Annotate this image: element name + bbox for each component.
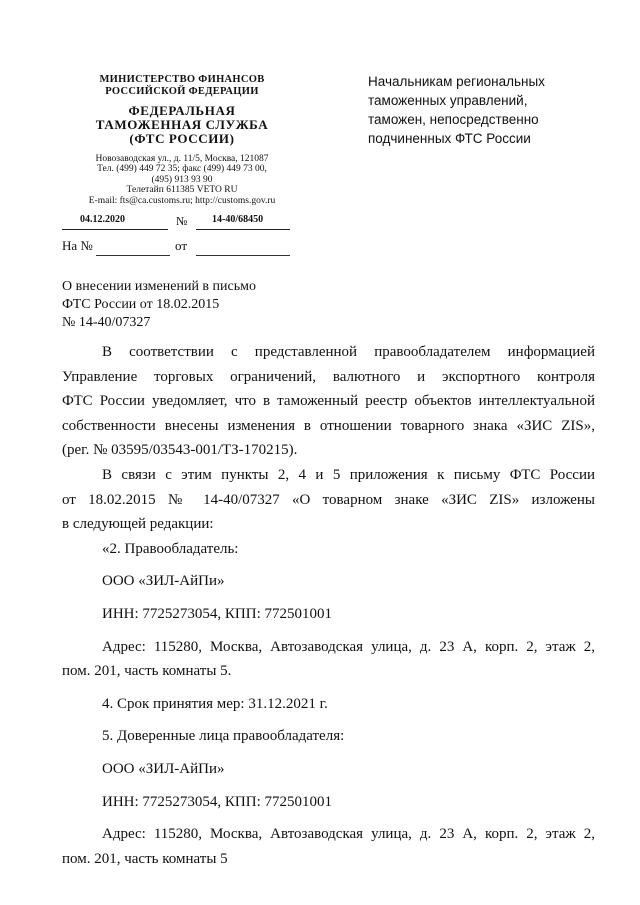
addressee-line: Начальникам региональных [368,74,545,89]
body-line: от 18.02.2015 № 14-40/07327 «О товарном знаке «ЗИС ZIS» изложены [62,491,595,508]
registration-number: 14-40/68450 [212,214,264,225]
representative-address [62,822,595,871]
reference-date-label: от [175,238,188,253]
rightholder-address [62,635,595,684]
body-line: В соответствии с представленной правообладателем информацией [102,344,595,360]
subject-line: № 14-40/07327 [62,315,151,330]
contact-line: E-mail: fts@ca.customs.ru; http://customs.gov.ru [88,195,276,206]
ministry-name [62,74,302,98]
reference-number-label: На № [62,238,93,253]
item-2-title: «2. Правообладатель: [102,540,239,557]
ministry-line: МИНИСТЕРСТВО ФИНАНСОВ [99,74,265,85]
agency-contacts [62,154,302,206]
contact-line: (495) 913 93 90 [151,174,213,185]
representative-inn: ИНН: 7725273054, КПП: 772501001 [102,793,333,810]
body-line: Адрес: 115280, Москва, Автозаводская улица, д. 23 А, корп. 2, этаж 2, [102,826,595,843]
addressee-line: подчиненных ФТС России [368,131,531,146]
contact-line: Телетайп 611385 VETO RU [126,185,238,196]
item-4-term: 4. Срок принятия мер: 31.12.2021 г. [102,695,328,712]
registration-date: 04.12.2020 [80,214,125,225]
rightholder-inn: ИНН: 7725273054, КПП: 772501001 [102,605,333,622]
body-line: собственности внесены изменения в отношении товарного знака «ЗИС ZIS», [62,417,595,434]
paragraph-amendment [62,463,595,537]
body-line: пом. 201, часть комнаты 5. [62,663,232,680]
body-line: ФТС России уведомляет, что в таможенный реестр объектов интеллектуальной [62,393,595,410]
number-sign: № [176,214,188,228]
agency-line: ФЕДЕРАЛЬНАЯ [128,103,236,118]
agency-line: (ФТС РОССИИ) [129,131,235,146]
contact-line: Тел. (499) 449 72 35; факс (499) 449 73 00, [97,164,267,175]
subject-line: ФТС России от 18.02.2015 [62,297,220,312]
body-line: пом. 201, часть комнаты 5 [62,850,228,867]
subject-line: О внесении изменений в письмо [62,279,256,294]
addressee-line: таможен, непосредственно [368,112,539,127]
number-underline [196,229,290,230]
contact-line: Новозаводская ул., д. 11/5, Москва, 121087 [95,154,269,164]
representative-name: ООО «ЗИЛ-АйПи» [102,760,225,777]
item-5-title: 5. Доверенные лица правообладателя: [102,728,345,745]
agency-name [62,104,302,146]
addressee [368,72,588,148]
body-line: Управление торговых ограничений, валютного и экспортного контроля [62,368,595,385]
date-underline [62,229,168,230]
body-line: в следующей редакции: [62,516,214,533]
reference-number-blank [96,255,170,256]
body-line: Адрес: 115280, Москва, Автозаводская улица, д. 23 А, корп. 2, этаж 2, [102,638,595,655]
body-line: (рег. № 03595/03543-001/ТЗ-170215). [62,442,298,459]
reference-date-blank [196,255,290,256]
paragraph-notification [62,340,595,463]
rightholder-name: ООО «ЗИЛ-АйПи» [102,573,225,590]
ministry-line: РОССИЙСКОЙ ФЕДЕРАЦИИ [105,86,259,97]
body-line: В связи с этим пункты 2, 4 и 5 приложения к письму ФТС России [102,466,595,483]
letter-body [62,340,595,871]
letter-subject [62,278,362,332]
agency-line: ТАМОЖЕННАЯ СЛУЖБА [95,117,269,132]
addressee-line: таможенных управлений, [368,93,528,108]
